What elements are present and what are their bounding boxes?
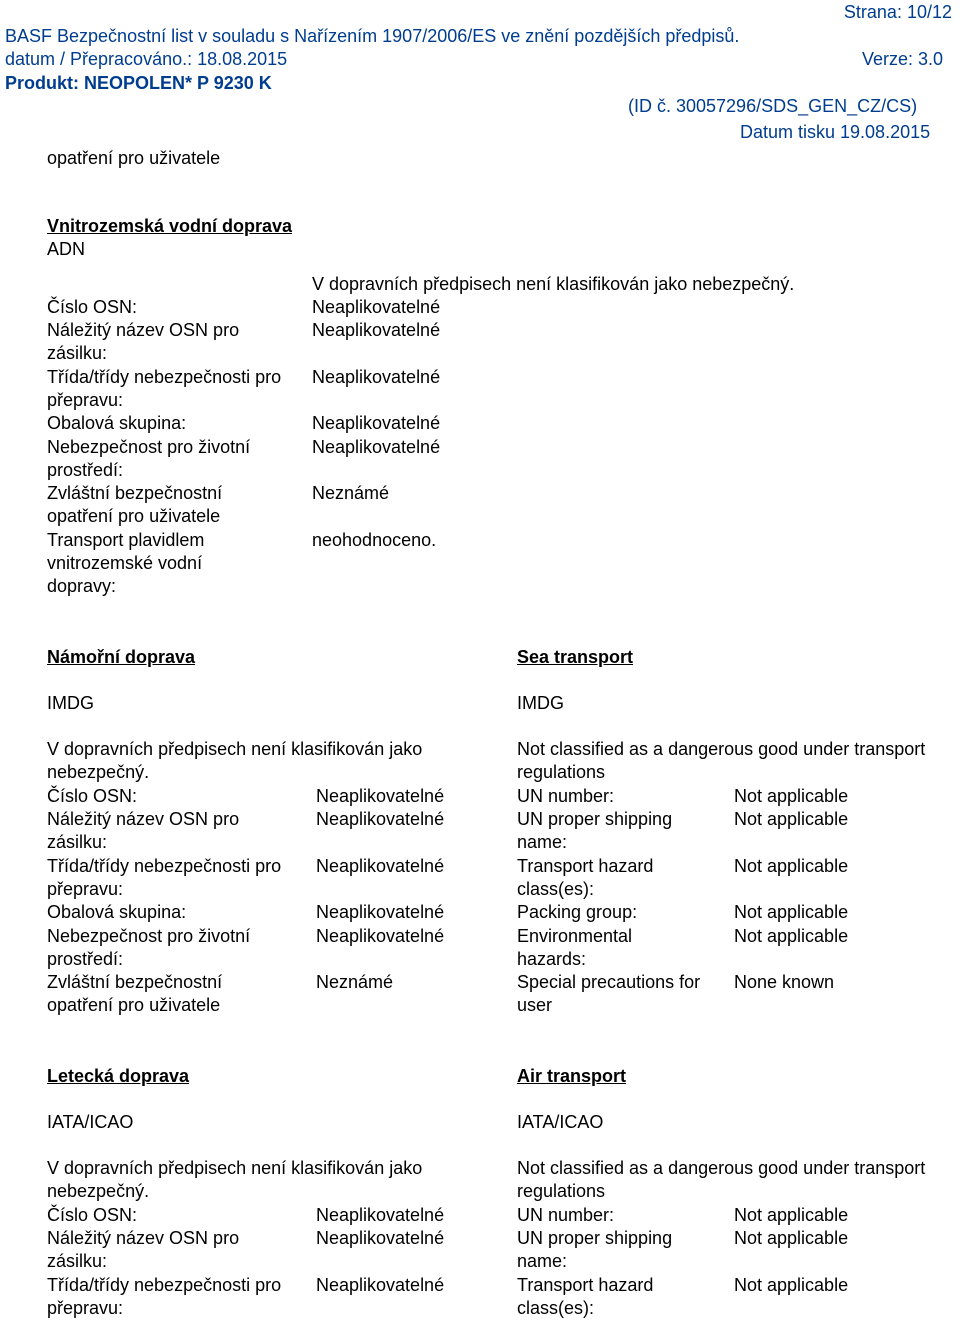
sea-en-row-value: Not applicable — [734, 926, 849, 946]
sea-en-row-label: Special precautions for user — [517, 972, 701, 1015]
air-en-row-value: Not applicable — [734, 1205, 849, 1225]
sea-cz-row-label: Zvláštní bezpečnostní opatření pro uživatele — [47, 972, 223, 1015]
sea-en-row-value: Not applicable — [734, 786, 849, 806]
air-en-row-label: Transport hazard class(es): — [517, 1275, 654, 1318]
air-en-statement: Not classified as a dangerous good under transport regulations — [517, 1158, 926, 1201]
adn-row-value: Neaplikovatelné — [312, 367, 441, 387]
air-en-row-label: UN number: — [517, 1205, 615, 1225]
print-date: Datum tisku 19.08.2015 — [740, 122, 931, 142]
air-cz-row-label: Náležitý název OSN pro zásilku: — [47, 1228, 240, 1271]
adn-regulation: ADN — [47, 239, 86, 259]
sea-en-row-label: Environmental hazards: — [517, 926, 633, 969]
air-en-row-value: Not applicable — [734, 1228, 849, 1248]
sea-cz-row-label: Nebezpečnost pro životní prostředí: — [47, 926, 251, 969]
sea-cz-row-value: Neaplikovatelné — [316, 902, 445, 922]
sea-cz-row-label: Číslo OSN: — [47, 786, 138, 806]
sea-en-row-value: None known — [734, 972, 835, 992]
air-cz-statement: V dopravních předpisech není klasifikován jako nebezpečný. — [47, 1158, 423, 1201]
sea-cz-row-label: Obalová skupina: — [47, 902, 187, 922]
adn-row-label: Náležitý název OSN pro zásilku: — [47, 320, 240, 363]
air-en-row-value: Not applicable — [734, 1275, 849, 1295]
sea-cz-row-value: Neaplikovatelné — [316, 856, 445, 876]
sea-cz-row-label: Třída/třídy nebezpečnosti pro přepravu: — [47, 856, 282, 899]
sea-en-row-label: UN proper shipping name: — [517, 809, 673, 852]
adn-row-value: Neaplikovatelné — [312, 320, 441, 340]
adn-row-value: Neaplikovatelné — [312, 437, 441, 457]
air-cz-row-label: Třída/třídy nebezpečnosti pro přepravu: — [47, 1275, 282, 1318]
sea-en-row-label: UN number: — [517, 786, 615, 806]
air-cz-row-label: Číslo OSN: — [47, 1205, 138, 1225]
sea-cz-heading: Námořní doprava — [47, 647, 196, 667]
adn-row-label: Obalová skupina: — [47, 413, 187, 433]
sea-cz-row-value: Neaplikovatelné — [316, 786, 445, 806]
sea-en-row-value: Not applicable — [734, 902, 849, 922]
sea-cz-statement: V dopravních předpisech není klasifikován jako nebezpečný. — [47, 739, 423, 782]
air-en-heading: Air transport — [517, 1066, 627, 1086]
sea-cz-row-label: Náležitý název OSN pro zásilku: — [47, 809, 240, 852]
sea-cz-regulation: IMDG — [47, 693, 94, 713]
sea-en-heading: Sea transport — [517, 647, 634, 667]
air-en-row-label: UN proper shipping name: — [517, 1228, 673, 1271]
sea-en-row-value: Not applicable — [734, 856, 849, 876]
sea-en-row-value: Not applicable — [734, 809, 849, 829]
page-number: Strana: 10/12 — [843, 2, 952, 22]
sea-cz-row-value: Neaplikovatelné — [316, 926, 445, 946]
air-cz-row-value: Neaplikovatelné — [316, 1228, 445, 1248]
sea-cz-row-value: Neaplikovatelné — [316, 809, 445, 829]
product-name: Produkt: NEOPOLEN* P 9230 K — [5, 73, 272, 93]
continued-fragment: opatření pro uživatele — [47, 148, 221, 168]
adn-row-value: neohodnoceno. — [312, 530, 437, 550]
adn-row-label: Zvláštní bezpečnostní opatření pro uživatele — [47, 483, 223, 526]
sea-en-row-label: Transport hazard class(es): — [517, 856, 654, 899]
document-title: BASF Bezpečnostní list v souladu s Nařízením 1907/2006/ES ve znění pozdějších předpisů. — [5, 26, 740, 46]
air-cz-row-value: Neaplikovatelné — [316, 1275, 445, 1295]
adn-row-value: Neaplikovatelné — [312, 297, 441, 317]
version: Verze: 3.0 — [862, 49, 944, 69]
sea-en-row-label: Packing group: — [517, 902, 638, 922]
sea-cz-row-value: Neznámé — [316, 972, 394, 992]
revision-date: datum / Přepracováno.: 18.08.2015 — [5, 49, 288, 69]
adn-heading: Vnitrozemská vodní doprava — [47, 216, 293, 236]
adn-row-value: Neznámé — [312, 483, 390, 503]
adn-statement: V dopravních předpisech není klasifikován jako nebezpečný. — [312, 274, 795, 294]
adn-row-label: Transport plavidlem vnitrozemské vodní dopravy: — [47, 530, 205, 596]
adn-row-label: Třída/třídy nebezpečnosti pro přepravu: — [47, 367, 282, 410]
sea-en-statement: Not classified as a dangerous good under transport regulations — [517, 739, 926, 782]
air-cz-row-value: Neaplikovatelné — [316, 1205, 445, 1225]
air-en-regulation: IATA/ICAO — [517, 1112, 604, 1132]
air-cz-regulation: IATA/ICAO — [47, 1112, 134, 1132]
document-id: (ID č. 30057296/SDS_GEN_CZ/CS) — [628, 96, 918, 116]
adn-row-label: Nebezpečnost pro životní prostředí: — [47, 437, 251, 480]
adn-row-value: Neaplikovatelné — [312, 413, 441, 433]
adn-row-label: Číslo OSN: — [47, 297, 138, 317]
air-cz-heading: Letecká doprava — [47, 1066, 190, 1086]
sea-en-regulation: IMDG — [517, 693, 564, 713]
